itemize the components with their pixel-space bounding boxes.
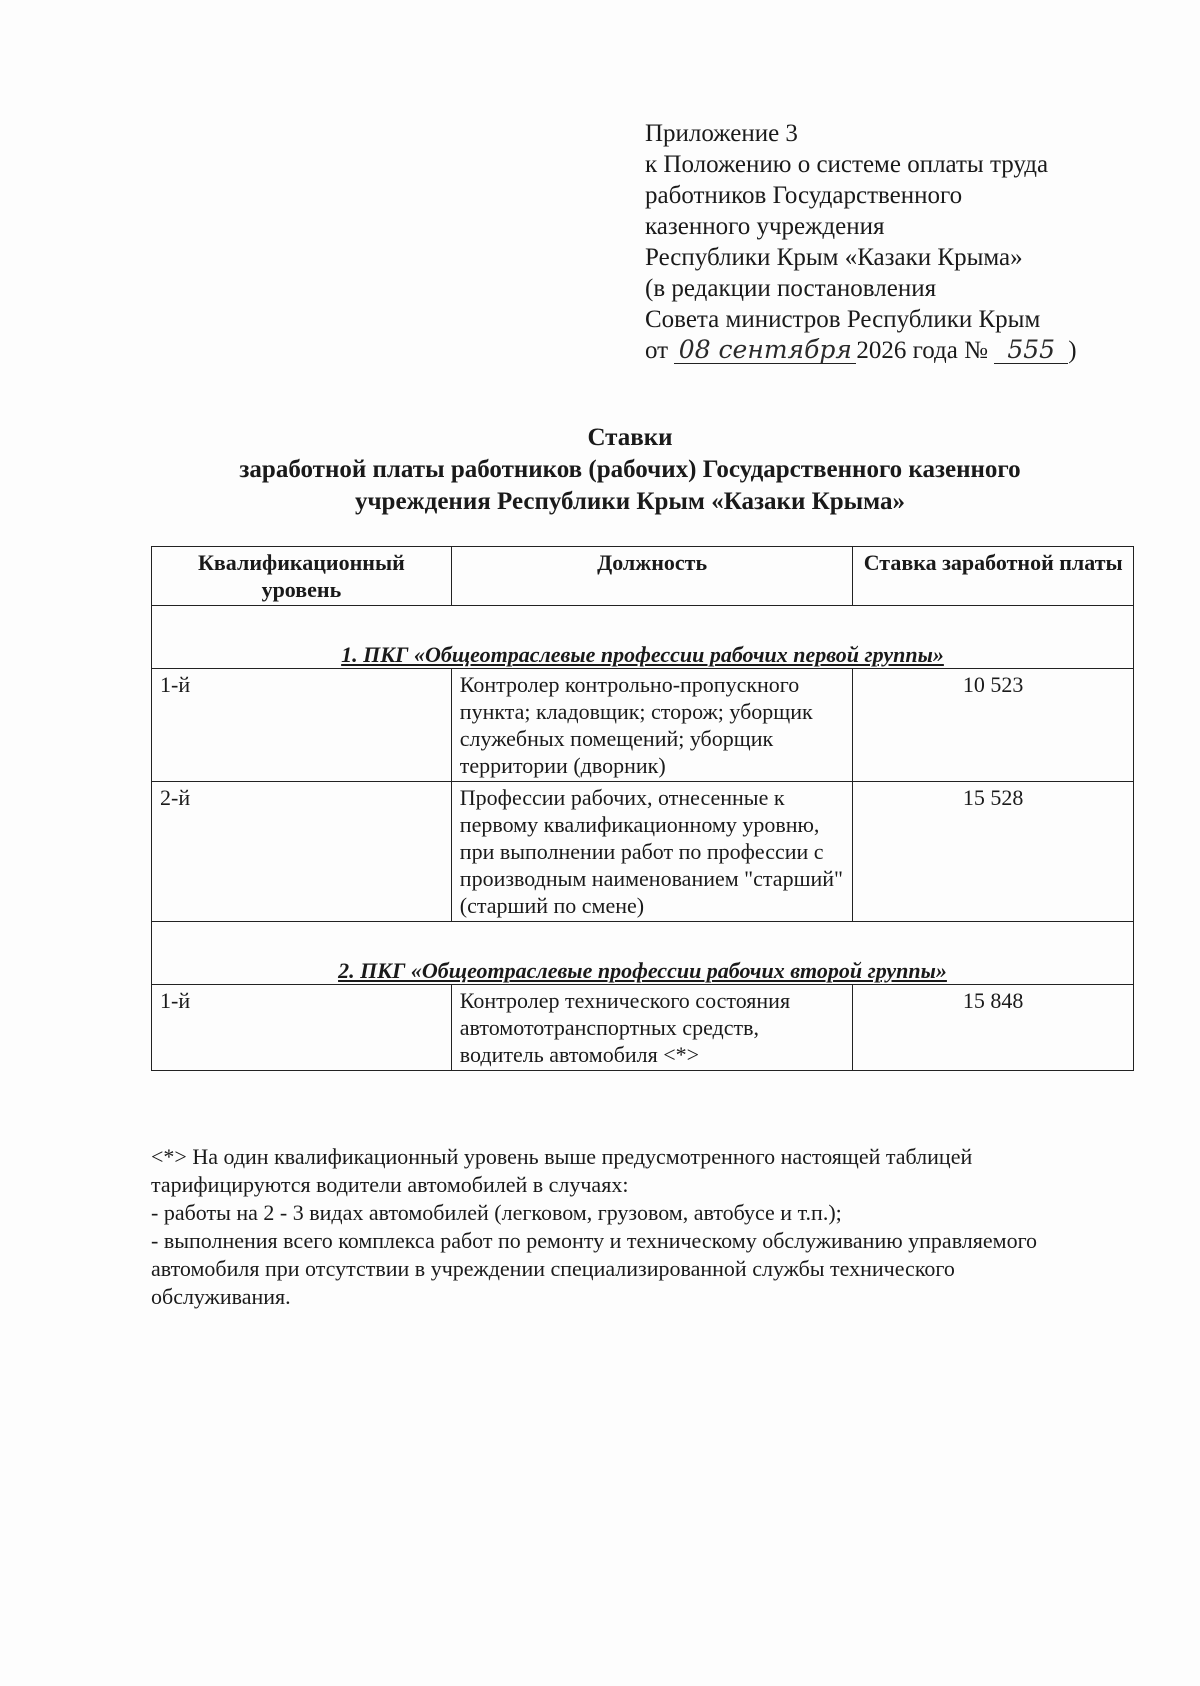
- appendix-line: казенного учреждения: [645, 213, 885, 240]
- group-row: [152, 922, 1134, 985]
- cell-position: Контролер технического состояния автомототранспортных средств, водитель автомобиля <*>: [451, 985, 853, 1071]
- appendix-line: (в редакции постановления: [645, 275, 937, 302]
- group-row: [152, 606, 1134, 669]
- cell-level: 2-й: [152, 782, 452, 922]
- cell-rate: 15 528: [853, 782, 1134, 922]
- table-row: [152, 985, 1134, 1071]
- cell-rate: 10 523: [853, 669, 1134, 782]
- title-line: учреждения Республики Крым «Казаки Крыма»: [354, 488, 906, 515]
- handwritten-date: 08 сентября: [674, 337, 856, 364]
- footnote-paragraph: - выполнения всего комплекса работ по ремонту и техническому обслуживанию управляемого автомобиля при отсутствии в учреждении специализированной службы технического обслуживания.: [151, 1228, 1038, 1309]
- group-title: 2. ПКГ «Общеотраслевые профессии рабочих второй группы»: [152, 922, 1134, 985]
- header-level: Квалификационный уровень: [152, 547, 452, 606]
- table-row: [152, 669, 1134, 782]
- appendix-line: Совета министров Республики Крым: [645, 306, 1041, 333]
- from-prefix: от: [645, 337, 669, 364]
- table-header-row: [152, 547, 1134, 606]
- year-text: 2026 года №: [856, 337, 988, 364]
- footnote-paragraph: <*> На один квалификационный уровень выше предусмотренного настоящей таблицей тарифицируются водители автомобилей в случаях:: [151, 1144, 973, 1197]
- appendix-line: работников Государственного: [645, 182, 963, 209]
- appendix-line: к Положению о системе оплаты труда: [645, 151, 1049, 178]
- cell-level: 1-й: [152, 985, 452, 1071]
- appendix-line: Республики Крым «Казаки Крыма»: [645, 244, 1023, 271]
- cell-position: Контролер контрольно-пропускного пункта; кладовщик; сторож; уборщик служебных помещений; уборщик территории (дворник): [451, 669, 853, 782]
- footnote: [151, 1143, 1091, 1311]
- title-line: Ставки: [587, 424, 673, 451]
- footnote-paragraph: - работы на 2 - 3 видах автомобилей (легковом, грузовом, автобусе и т.п.);: [151, 1200, 842, 1225]
- cell-position: Профессии рабочих, отнесенные к первому квалификационному уровню, при выполнении работ по профессии с производным наименованием "старший" (старший по смене): [451, 782, 853, 922]
- appendix-date-line: [645, 335, 1125, 366]
- table-row: [152, 782, 1134, 922]
- group-title: 1. ПКГ «Общеотраслевые профессии рабочих первой группы»: [152, 606, 1134, 669]
- header-position: Должность: [451, 547, 853, 606]
- appendix-line: Приложение 3: [645, 120, 798, 147]
- title-line: заработной платы работников (рабочих) Государственного казенного: [239, 456, 1021, 483]
- appendix-header: [645, 118, 1125, 366]
- handwritten-number: 555: [994, 337, 1068, 364]
- document-title: [150, 422, 1110, 518]
- cell-level: 1-й: [152, 669, 452, 782]
- close-paren: ): [1068, 337, 1077, 364]
- header-rate: Ставка заработной платы: [853, 547, 1134, 606]
- cell-rate: 15 848: [853, 985, 1134, 1071]
- rates-table: [151, 546, 1134, 1071]
